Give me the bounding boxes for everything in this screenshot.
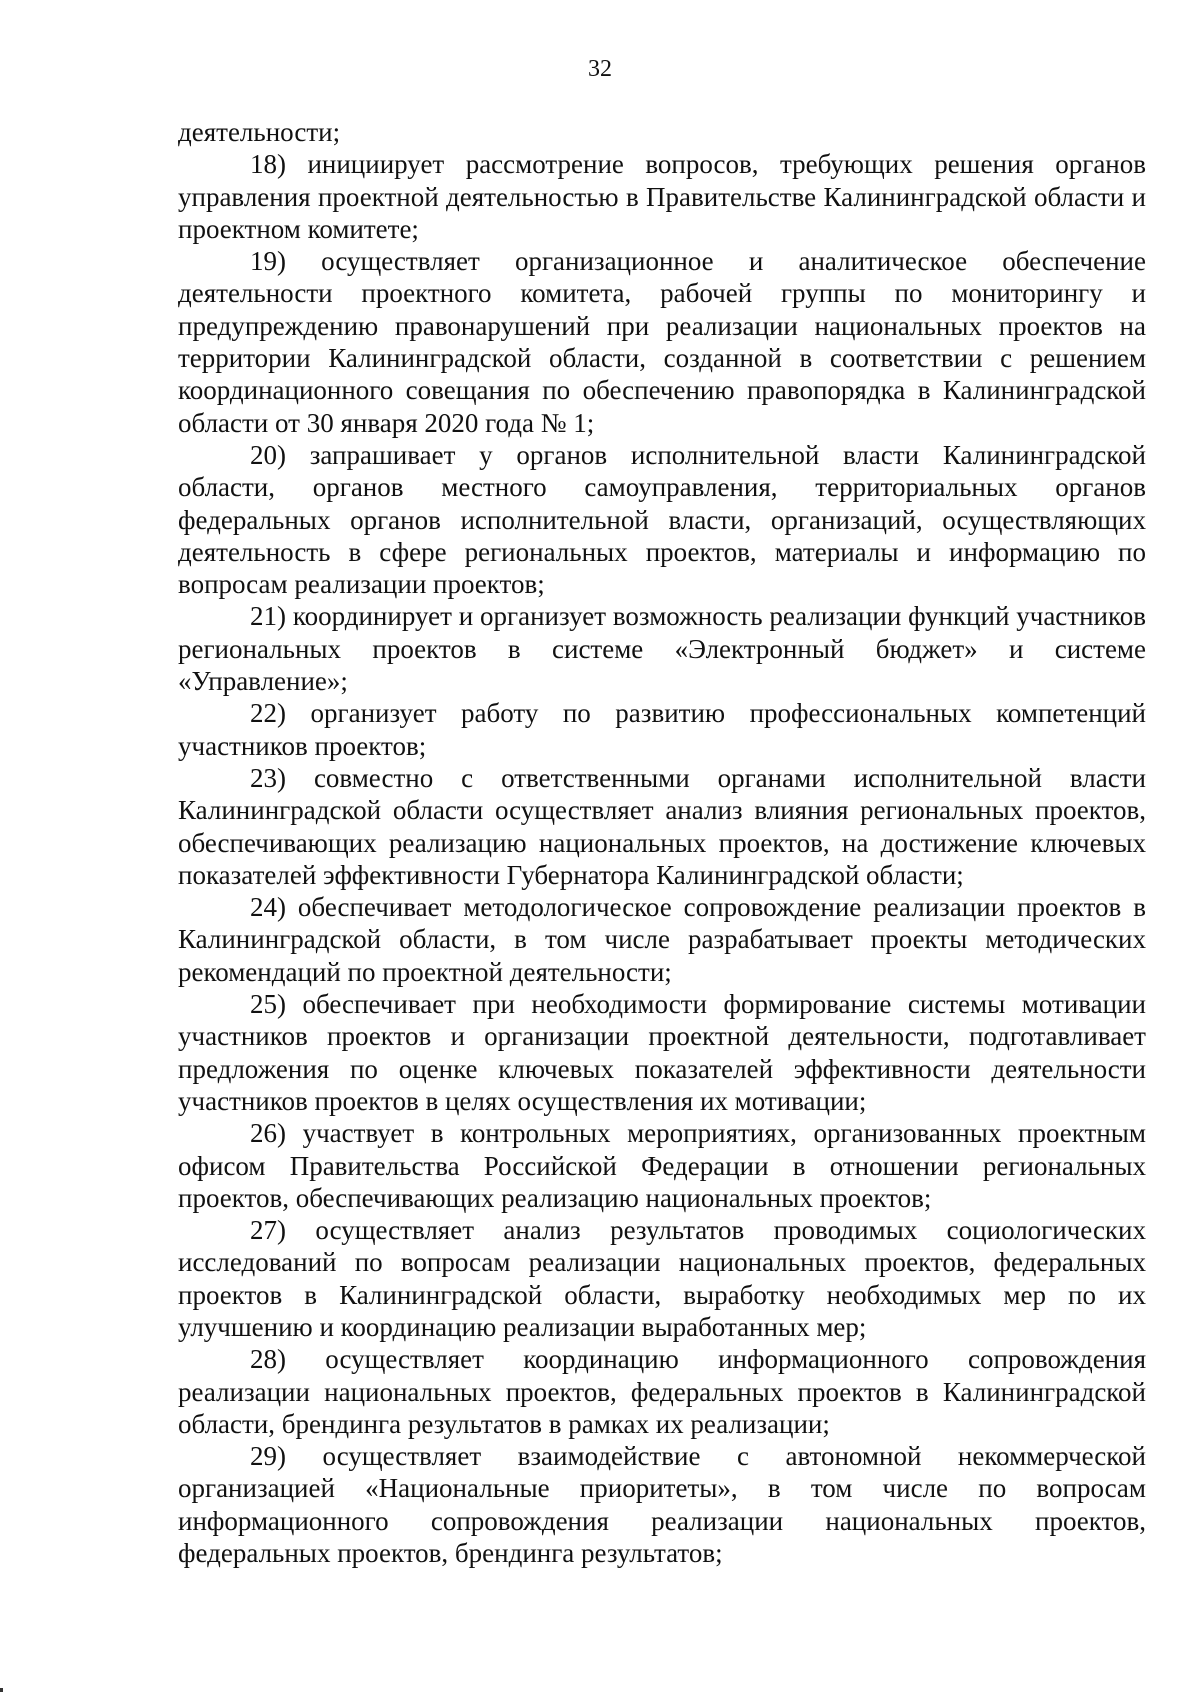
paragraph-item-28: 28) осуществляет координацию информационного сопровождения реализации национальных проектов, федеральных проектов в Калининградской области, брендинга результатов в рамках их реализации; — [178, 1344, 1146, 1439]
paragraph-item-20: 20) запрашивает у органов исполнительной власти Калининградской области, органов местного самоуправления, территориальных органов федеральных органов исполнительной власти, организаций, осуществляющих деятельность в сфере региональных проектов, материалы и информацию по вопросам реализации проектов; — [178, 439, 1146, 600]
paragraph-item-27: 27) осуществляет анализ результатов проводимых социологических исследований по вопросам реализации национальных проектов, федеральных проектов в Калининградской области, выработку необходимых мер по их улучшению и координацию реализации выработанных мер; — [178, 1215, 1146, 1342]
paragraph-continuation: деятельности; — [178, 117, 341, 147]
scan-margin-mark — [0, 1688, 3, 1692]
paragraph-item-25: 25) обеспечивает при необходимости формирование системы мотивации участников проектов и организации проектной деятельности, подготавливает предложения по оценке ключевых показателей эффективности деятельности участников проектов в целях осуществления их мотивации; — [178, 989, 1146, 1116]
page-number: 32 — [588, 56, 612, 82]
paragraph-item-21: 21) координирует и организует возможность реализации функций участников региональных проектов в системе «Электронный бюджет» и системе «Управление»; — [178, 601, 1146, 697]
paragraph-item-19: 19) осуществляет организационное и аналитическое обеспечение деятельности проектного комитета, рабочей группы по мониторингу и предупреждению правонарушений при реализации национальных проектов на территории Калининградской области, созданной в соответствии с решением координационного совещания по обеспечению правопорядка в Калининградской области от 30 января 2020 года № 1; — [178, 246, 1146, 438]
document-body — [178, 116, 1146, 1569]
paragraph-item-26: 26) участвует в контрольных мероприятиях, организованных проектным офисом Правительства Российской Федерации в отношении региональных проектов, обеспечивающих реализацию национальных проектов; — [178, 1118, 1146, 1213]
paragraph-item-29: 29) осуществляет взаимодействие с автономной некоммерческой организацией «Национальные приоритеты», в том числе по вопросам информационного сопровождения реализации национальных проектов, федеральных проектов, брендинга результатов; — [178, 1441, 1146, 1569]
paragraph-item-22: 22) организует работу по развитию профессиональных компетенций участников проектов; — [178, 698, 1146, 761]
paragraph-item-24: 24) обеспечивает методологическое сопровождение реализации проектов в Калининградской области, в том числе разрабатывает проекты методических рекомендаций по проектной деятельности; — [178, 892, 1146, 987]
paragraph-item-23: 23) совместно с ответственными органами исполнительной власти Калининградской области осуществляет анализ влияния региональных проектов, обеспечивающих реализацию национальных проектов, на достижение ключевых показателей эффективности Губернатора Калининградской области; — [178, 762, 1146, 890]
paragraph-item-18: 18) инициирует рассмотрение вопросов, требующих решения органов управления проектной деятельностью в Правительстве Калининградской области и проектном комитете; — [178, 149, 1146, 244]
